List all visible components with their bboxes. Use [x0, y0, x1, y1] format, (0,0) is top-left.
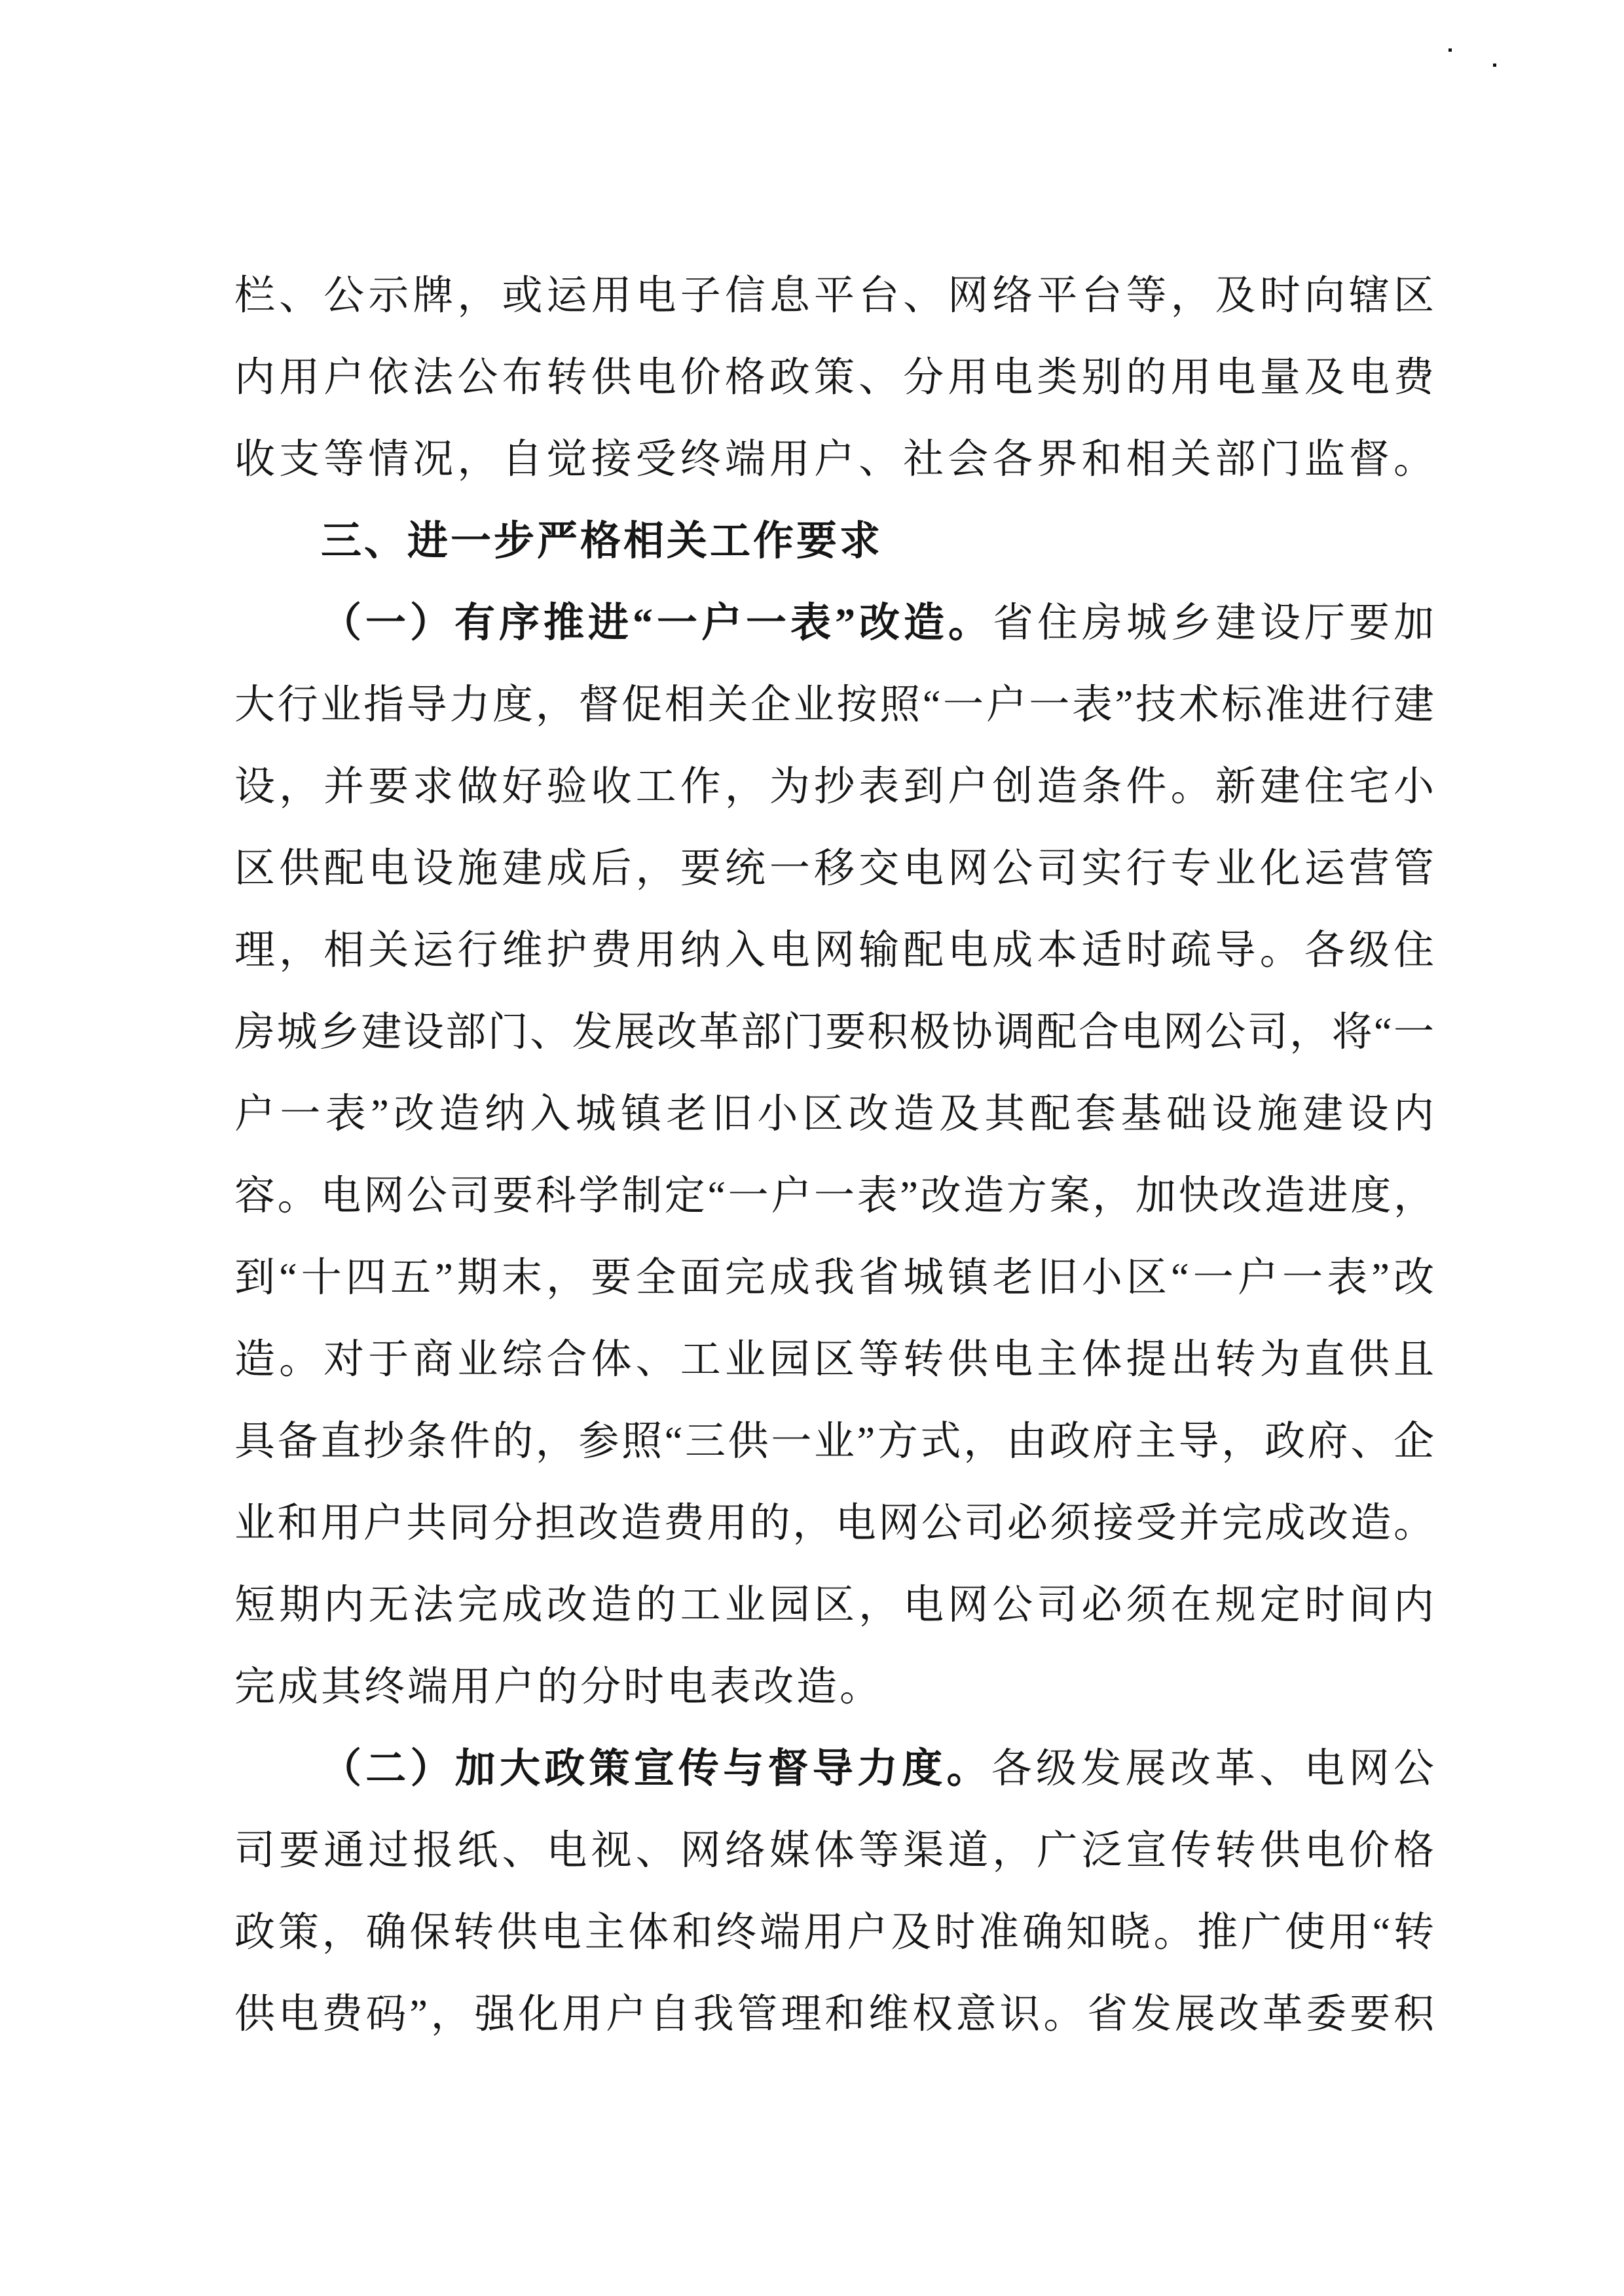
- line-text: 具备直抄条件的，参照“三供一业”方式，由政府主导，政府、企: [234, 1419, 1434, 1464]
- text-line: [234, 910, 1434, 992]
- line-text: 户一表”改造纳入城镇老旧小区改造及其配套基础设施建设内: [234, 1092, 1434, 1137]
- line-text: 各级发展改革、电网公: [991, 1747, 1434, 1791]
- line-text: 到“十四五”期末，要全面完成我省城镇老旧小区“一户一表”改: [234, 1256, 1434, 1300]
- subsection-lead: [234, 583, 1434, 665]
- text-line: [234, 1401, 1434, 1483]
- text-line: [234, 255, 1434, 337]
- document-body: [234, 255, 1434, 2056]
- text-line: [234, 1483, 1434, 1565]
- text-line: [234, 992, 1434, 1074]
- text-line: [234, 419, 1434, 501]
- subsection-title-text: （一）有序推进“一户一表”改造。: [321, 601, 993, 646]
- text-line: [234, 828, 1434, 910]
- subsection-title-text: （二）加大政策宣传与督导力度。: [321, 1747, 991, 1791]
- text-line: [234, 1565, 1434, 1647]
- line-text: 业和用户共同分担改造费用的，电网公司必须接受并完成改造。: [234, 1501, 1434, 1546]
- text-line: [234, 1810, 1434, 1892]
- scan-speck: [1449, 48, 1452, 52]
- text-line: [234, 1892, 1434, 1974]
- line-text: 短期内无法完成改造的工业园区，电网公司必须在规定时间内: [234, 1583, 1434, 1628]
- line-text: 设，并要求做好验收工作，为抄表到户创造条件。新建住宅小: [234, 765, 1434, 809]
- line-text: 理，相关运行维护费用纳入电网输配电成本适时疏导。各级住: [234, 928, 1434, 973]
- line-text: 政策，确保转供电主体和终端用户及时准确知晓。推广使用“转: [234, 1910, 1434, 1955]
- line-text: 完成其终端用户的分时电表改造。: [234, 1665, 883, 1709]
- line-text: 容。电网公司要科学制定“一户一表”改造方案，加快改造进度，: [234, 1174, 1434, 1218]
- scan-speck: [1493, 64, 1496, 67]
- text-line: [234, 1319, 1434, 1401]
- section-heading-text: 三、进一步严格相关工作要求: [321, 519, 883, 564]
- line-text: 司要通过报纸、电视、网络媒体等渠道，广泛宣传转供电价格: [234, 1829, 1434, 1873]
- text-line: [234, 1647, 1434, 1728]
- text-line: [234, 337, 1434, 419]
- line-text: 房城乡建设部门、发展改革部门要积极协调配合电网公司，将“一: [234, 1010, 1434, 1055]
- line-text: 内用户依法公布转供电价格政策、分用电类别的用电量及电费: [234, 355, 1434, 400]
- text-line: [234, 665, 1434, 746]
- line-text: 造。对于商业综合体、工业园区等转供电主体提出转为直供且: [234, 1338, 1434, 1382]
- line-text: 栏、公示牌，或运用电子信息平台、网络平台等，及时向辖区: [234, 274, 1434, 318]
- text-line: [234, 1974, 1434, 2056]
- text-line: [234, 1074, 1434, 1156]
- text-line: [234, 1156, 1434, 1237]
- line-text: 大行业指导力度，督促相关企业按照“一户一表”技术标准进行建: [234, 683, 1434, 727]
- line-text: 供电费码”，强化用户自我管理和维权意识。省发展改革委要积: [234, 1992, 1434, 2037]
- line-text: 收支等情况，自觉接受终端用户、社会各界和相关部门监督。: [234, 437, 1434, 482]
- text-line: [234, 1237, 1434, 1319]
- section-heading: [234, 501, 1434, 583]
- subsection-lead: [234, 1728, 1434, 1810]
- line-text: 省住房城乡建设厅要加: [992, 601, 1434, 646]
- text-line: [234, 746, 1434, 828]
- line-text: 区供配电设施建成后，要统一移交电网公司实行专业化运营管: [234, 847, 1434, 891]
